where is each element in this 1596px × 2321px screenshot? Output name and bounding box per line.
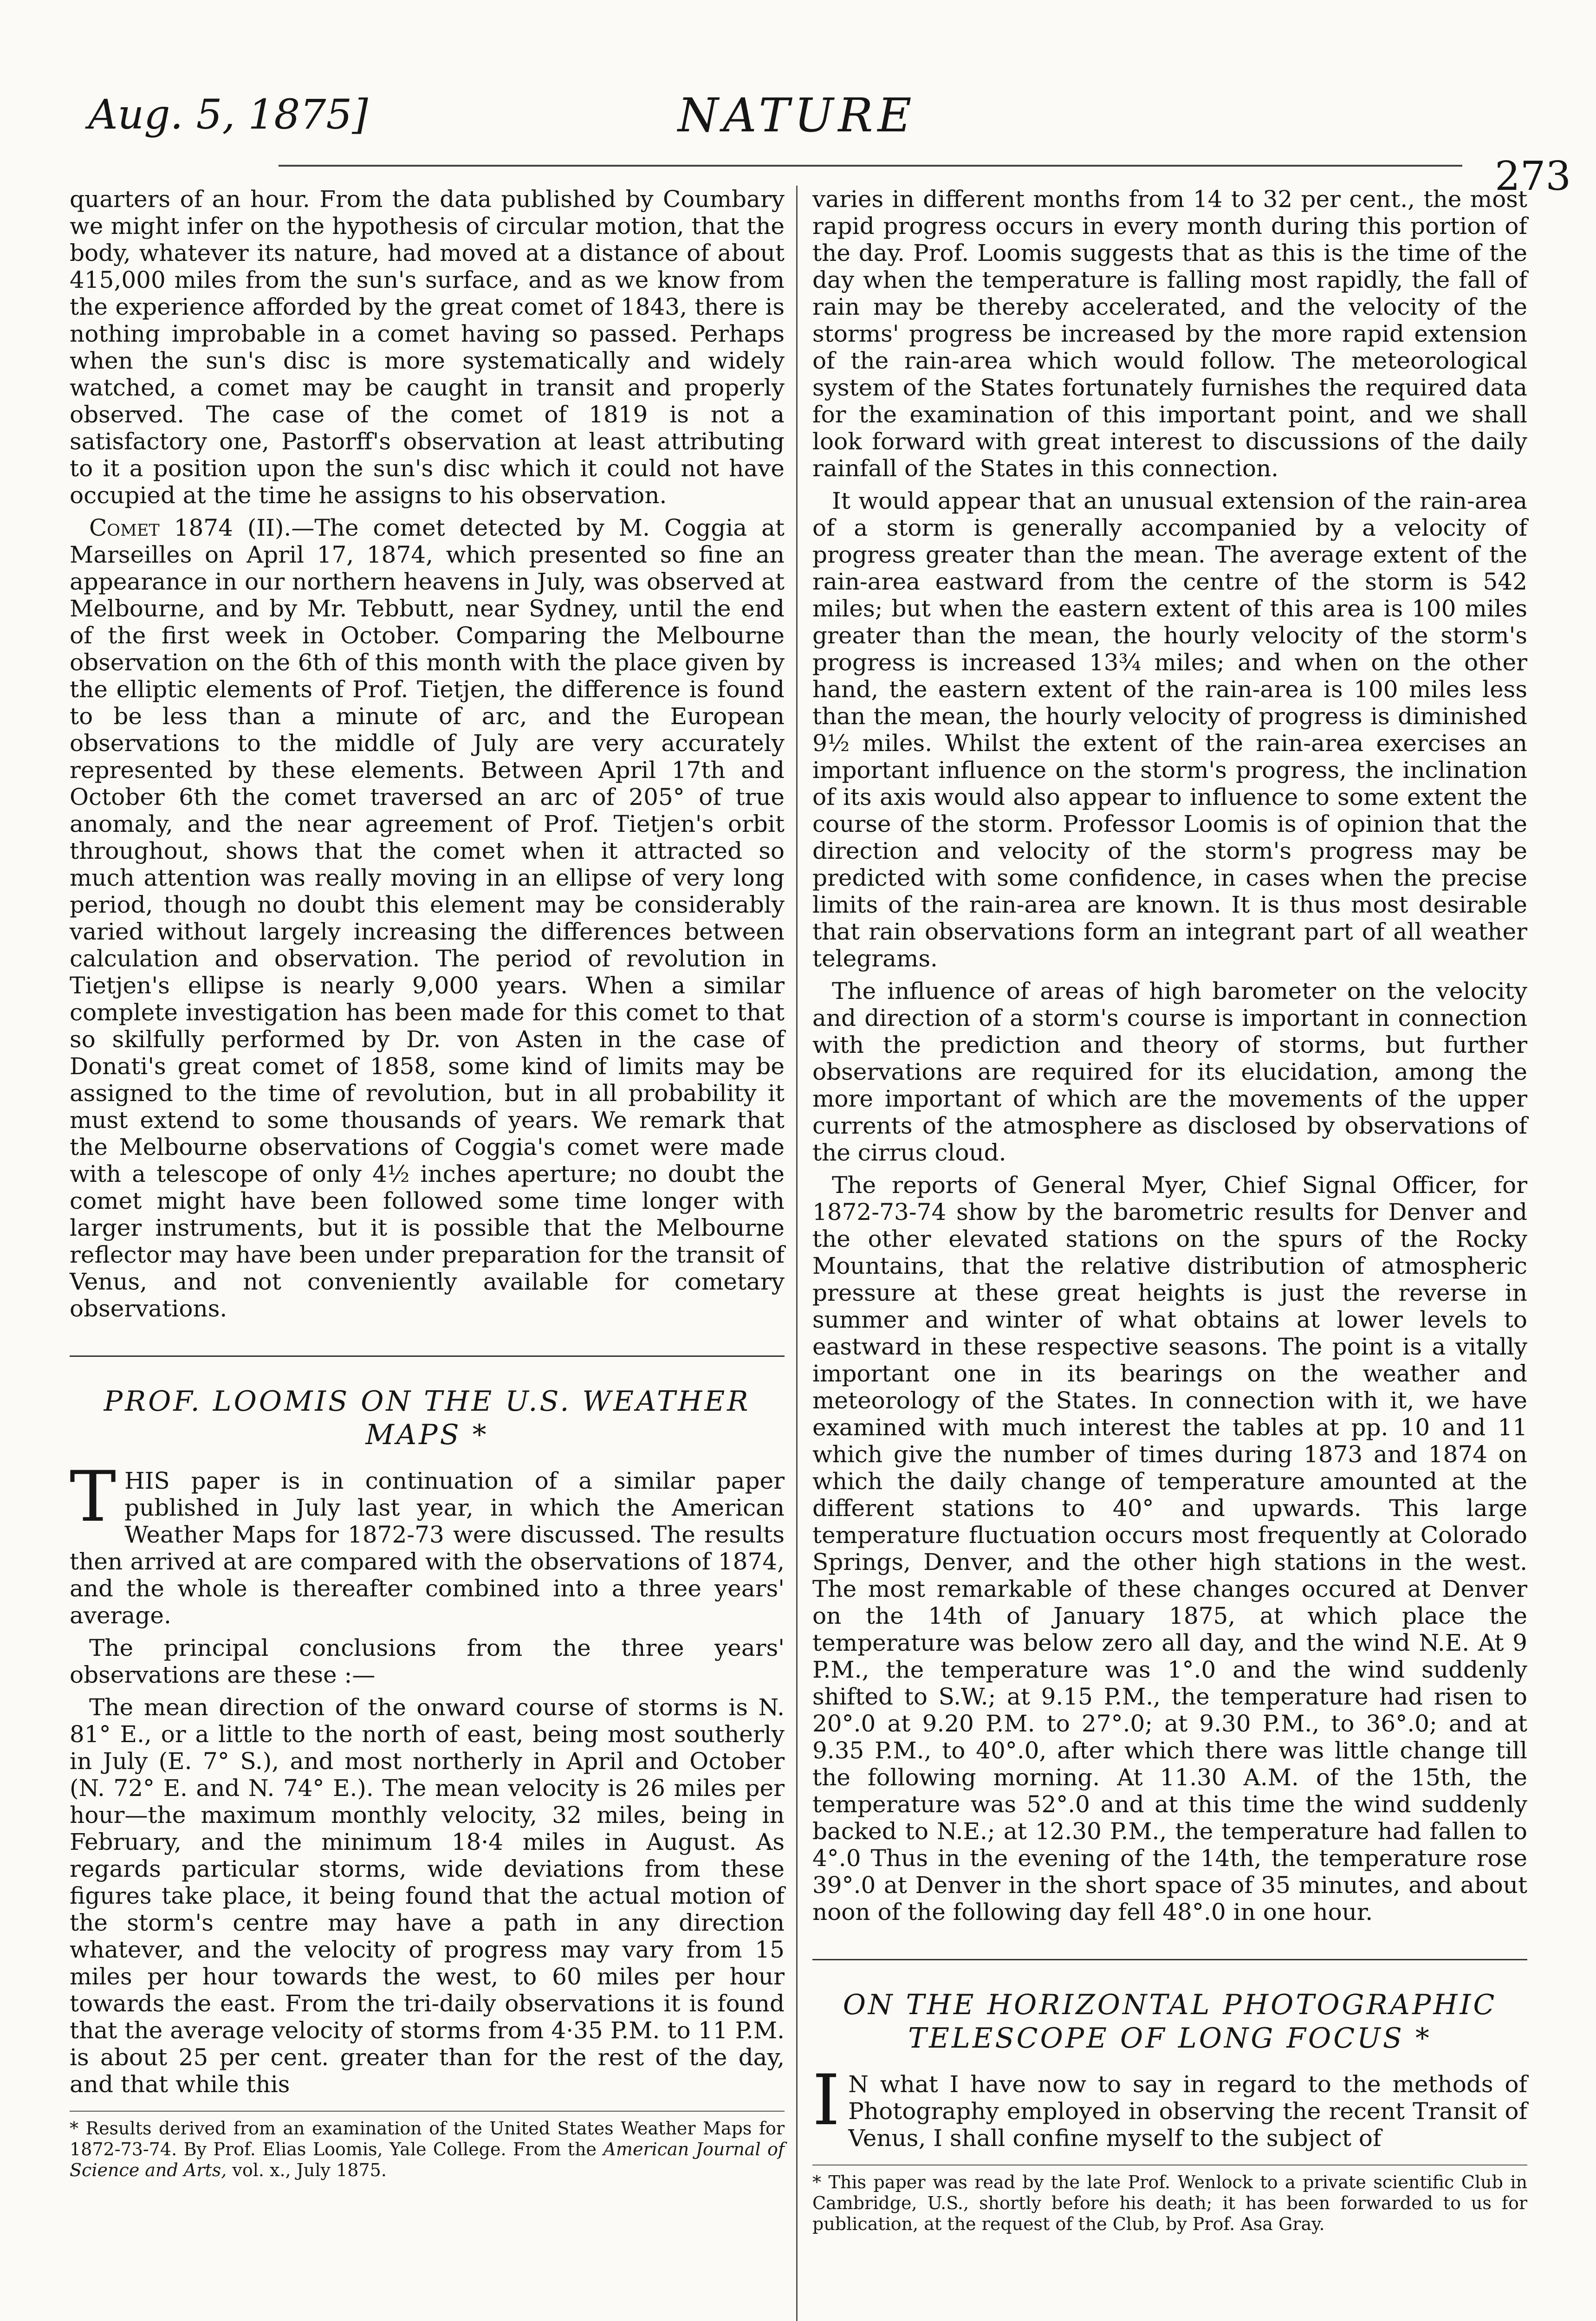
loomis-paragraph-5: It would appear that an unusual extension of the rain-area of a storm is generally accompanied by a velocity of progress greater than the mean. The average extent of the rain-area eastward from the centre of the storm is 542 miles; but when the eastern extent of this area is 100 miles greater than the mean, the hourly velocity of the storm's progress is increased 13¾ miles; and when on the other hand, the eastern extent of the rain-area is 100 miles less than the mean, the hourly velocity of progress is diminished 9½ miles. Whilst the extent of the rain-area exercises an important influence on the storm's progress, the inclination of its axis would also appear to influence to some extent the course of the storm. Professor Loomis is of opinion that the direction and velocity of the storm's progress may be predicted with some confidence, in cases when the precise limits of the rain-area are known. It is thus most desirable that rain observations form an integrant part of all weather telegrams. — [812, 487, 1527, 972]
loomis-paragraph-7: The reports of General Myer, Chief Signal Officer, for 1872-73-74 show by the barometric results for Denver and the other elevated stations on the spurs of the Rocky Mountains, that the relative distribution of atmospheric pressure at these great heights is just the reverse in summer and winter of what obtains at lower levels to eastward in these respective seasons. The point is a vitally important one in its bearings on the weather and meteorology of the States. In connection with it, we have examined with much interest the tables at pp. 10 and 11 which give the number of times during 1873 and 1874 on which the daily change of temperature amounted at the different stations to 40° and upwards. This large temperature fluctuation occurs most frequently at Colorado Springs, Denver, and the other high stations in the west. The most remarkable of these changes occured at Denver on the 14th of January 1875, at which place the temperature was below zero all day, and the wind N.E. At 9 P.M., the temperature was 1°.0 and the wind suddenly shifted to S.W.; at 9.15 P.M., the temperature had risen to 20°.0 at 9.20 P.M. to 27°.0; at 9.30 P.M., to 36°.0; and at 9.35 P.M., to 40°.0, after which there was little change till the following morning. At 11.30 A.M. of the 15th, the temperature was 52°.0 and at this time the wind suddenly backed to N.E.; at 12.30 P.M., the temperature had fallen to 4°.0 Thus in the evening of the 14th, the temperature rose 39°.0 at Denver in the short space of 35 minutes, and about noon of the following day fell 48°.0 in one hour. — [812, 1172, 1527, 1926]
issue-date: Aug. 5, 1875] — [88, 91, 368, 138]
loomis-paragraph-3: The mean direction of the onward course of storms is N. 81° E., or a little to the north of east, being most southerly in July (E. 7° S.), and most northerly in April and October (N. 72° E. and N. 74° E.). The mean velocity is 26 miles per hour—the maximum monthly velocity, 32 miles, being in February, and the minimum 18·4 miles in August. As regards particular storms, wide deviations from these figures take place, it being found that the actual motion of the storm's centre may have a path in any direction whatever, and the velocity of progress may vary from 15 miles per hour towards the west, to 60 miles per hour towards the east. From the tri-daily observations it is found that the average velocity of storms from 4·35 P.M. to 11 P.M. is about 25 per cent. greater than for the rest of the day, and that while this — [70, 1694, 785, 2098]
comet-1874-label: Comet 1874 (II). — [89, 514, 292, 541]
footnote-journal: American Journal of Science and Arts, — [70, 2139, 785, 2180]
loomis-paragraph-1-text: HIS paper is in continuation of a similar paper published in July last year, in which the American Weather Maps for 1872-73 were discussed. The results then arrived at are compared with the observations of 1874, and the whole is thereafter combined into a three years' average. — [70, 1467, 785, 1629]
telescope-paragraph-1 — [812, 2060, 1527, 2152]
comet-1874-paragraph — [70, 514, 785, 1322]
page-header — [0, 0, 1596, 200]
loomis-paragraph-4: varies in different months from 14 to 32 per cent., the most rapid progress occurs in every month during this portion of the day. Prof. Loomis suggests that as this is the time of the day when the temperature is falling most rapidly, the fall of rain may be thereby accelerated, and the velocity of the storms' progress be increased by the more rapid extension of the rain-area which would follow. The meteorological system of the States fortunately furnishes the required data for the examination of this important point, and we shall look forward with great interest to discussions of the daily rainfall of the States in this connection. — [812, 186, 1527, 482]
article-separator-right — [812, 1959, 1527, 1960]
comet-1874-text: —The comet detected by M. Coggia at Marseilles on April 17, 1874, which presented so fine an appearance in our northern heavens in July, was observed at Melbourne, and by Mr. Tebbutt, near Sydney, until the end of the first week in October. Comparing the Melbourne observation on the 6th of this month with the place given by the elliptic elements of Prof. Tietjen, the difference is found to be less than a minute of arc, and the European observations to the middle of July are very accurately represented by these elements. Between April 17th and October 6th the comet traversed an arc of 205° of true anomaly, and the near agreement of Prof. Tietjen's orbit throughout, shows that the comet when it attracted so much attention was really moving in an ellipse of very long period, though no doubt this element may be considerably varied without largely increasing the differences between calculation and observation. The period of revolution in Tietjen's ellipse is nearly 9,000 years. When a similar complete investigation has been made for this comet to that so skilfully performed by Dr. von Asten in the case of Donati's great comet of 1858, some kind of limits may be assigned to the time of revolution, but in all probability it must extend to some thousands of years. We remark that the Melbourne observations of Coggia's comet were made with a telescope of only 4½ inches aperture; no doubt the comet might have been followed some time longer with larger instruments, but it is possible that the Melbourne reflector may have been under preparation for the transit of Venus, and not conveniently available for cometary observations. — [70, 514, 785, 1322]
telescope-article-title: ON THE HORIZONTAL PHOTOGRAPHIC TELESCOPE OF LONG FOCUS * — [843, 1989, 1497, 2055]
loomis-article-title: PROF. LOOMIS ON THE U.S. WEATHER MAPS * — [104, 1385, 751, 1451]
telescope-dropcap: I — [812, 2060, 840, 2141]
footnote-main-text: * Results derived from an examination of the United States Weather Maps for 1872-73-74. By Prof. Elias Loomis, Yale College. From the — [70, 2118, 785, 2159]
header-rule — [279, 165, 1462, 167]
loomis-paragraph-1 — [70, 1457, 785, 1629]
loomis-dropcap: T — [70, 1457, 117, 1537]
comet-continuation-paragraph: quarters of an hour. From the data published by Coumbary we might infer on the hypothesis of circular motion, that the body, whatever its nature, had moved at a distance of about 415,000 miles from the sun's surface, and as we know from the experience afforded by the great comet of 1843, there is nothing improbable in a comet having so passed. Perhaps when the sun's disc is more systematically and widely watched, a comet may be caught in transit and properly observed. The case of the comet of 1819 is not a satisfactory one, Pastorff's observation at least attributing to it a position upon the sun's disc which it could not have occupied at the time he assigns to his observation. — [70, 186, 785, 509]
loomis-paragraph-2: The principal conclusions from the three years' observations are these :— — [70, 1634, 785, 1688]
journal-title: NATURE — [678, 88, 916, 143]
footnote-volume: vol. x., July 1875. — [232, 2159, 387, 2180]
loomis-footnote — [70, 2111, 785, 2180]
article-separator — [70, 1355, 785, 1357]
page-number: 273 — [1495, 153, 1571, 200]
right-column — [812, 186, 1527, 2240]
column-divider — [796, 186, 798, 2321]
telescope-paragraph-1-text: N what I have now to say in regard to the methods of Photography employed in observing the recent Transit of Venus, I shall confine myself to the subject of — [848, 2071, 1527, 2152]
telescope-footnote: * This paper was read by the late Prof. Wenlock to a private scientific Club in Cambridge, U.S., shortly before his death; it has been forwarded to us for publication, at the request of the Club, by Prof. Asa Gray. — [812, 2165, 1527, 2234]
left-column — [70, 186, 785, 2186]
loomis-paragraph-6: The influence of areas of high barometer on the velocity and direction of a storm's course is important in connection with the prediction and theory of storms, but further observations are required for its elucidation, among the more important of which are the movements of the upper currents of the atmosphere as disclosed by observations of the cirrus cloud. — [812, 978, 1527, 1166]
